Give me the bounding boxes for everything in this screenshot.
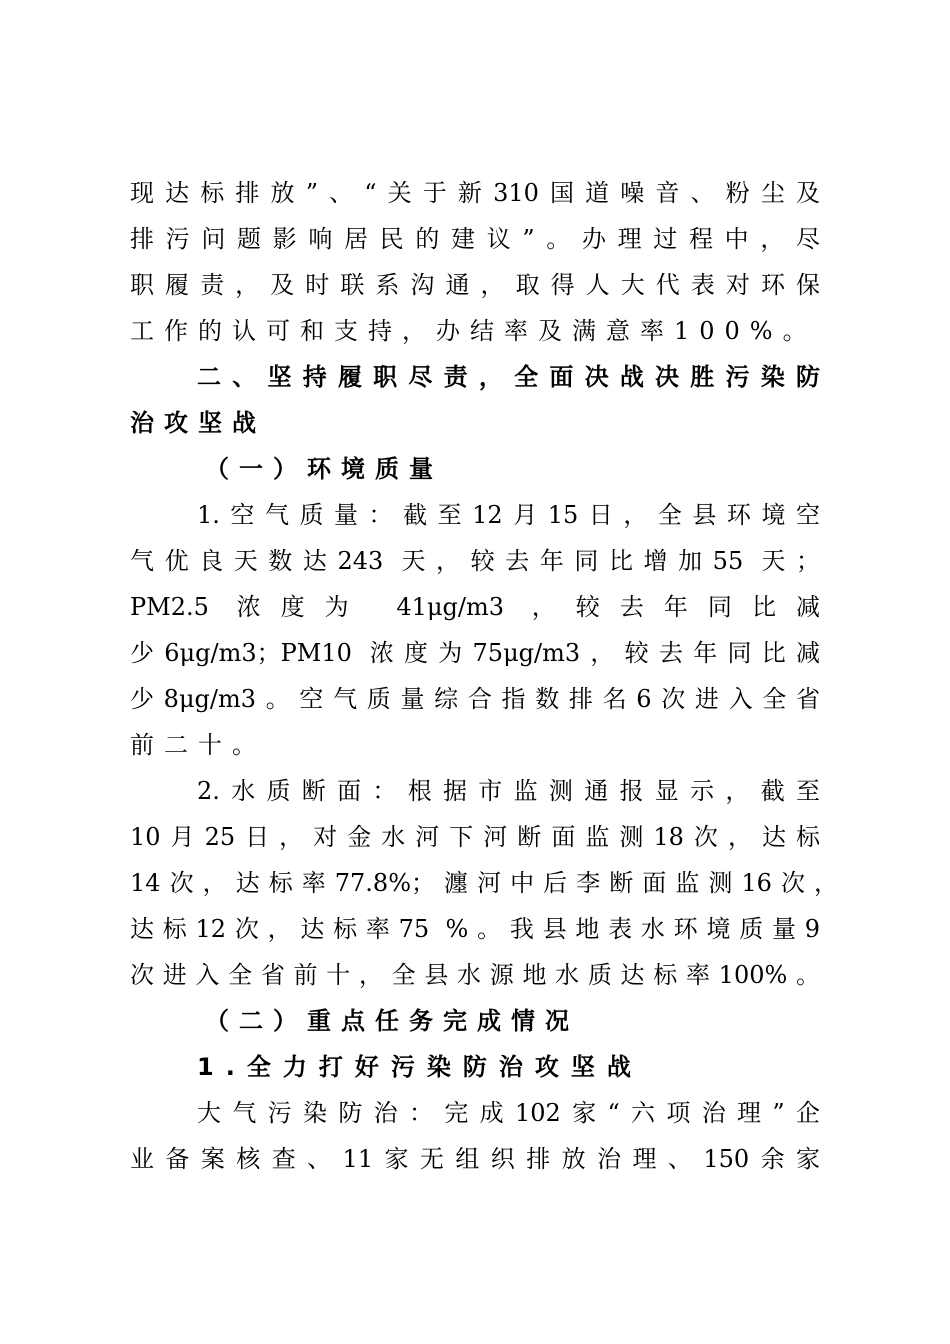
body-text-line: 排污问题影响居民的建议”。办理过程中，尽: [130, 225, 820, 253]
body-text-line: 职履责，及时联系沟通，取得人大代表对环保: [130, 271, 820, 299]
body-text-line: 大气污染防治：完成102家“六项治理”企: [197, 1099, 820, 1127]
item-heading: 1.全力打好污染防治攻坚战: [197, 1053, 643, 1081]
body-text-line: 少6μg/m3；PM10 浓度为75μg/m3，较去年同比减: [130, 639, 820, 667]
subsection-heading: （一）环境质量: [205, 455, 443, 483]
subsection-heading: （二）重点任务完成情况: [205, 1007, 579, 1035]
body-text-line: 次进入全省前十，全县水源地水质达标率100%。: [130, 961, 820, 989]
body-text-line: 1.空气质量：截至12月15日，全县环境空: [197, 501, 820, 529]
body-text-line: 达标12次，达标率75 %。我县地表水环境质量9: [130, 915, 820, 943]
body-text-line: 工作的认可和支持，办结率及满意率100%。: [130, 317, 817, 345]
body-text-line: 业备案核查、11家无组织排放治理、150余家: [130, 1145, 820, 1173]
body-text-line: 10月25日，对金水河下河断面监测18次，达标: [130, 823, 820, 851]
body-text-line: 少8μg/m3。空气质量综合指数排名6次进入全省: [130, 685, 820, 713]
section-heading: 二、坚持履职尽责，全面决战决胜污染防: [197, 363, 820, 391]
body-text-line: 气优良天数达243 天，较去年同比增加55 天；: [130, 547, 820, 575]
body-text-line: 现达标排放”、“关于新310国道噪音、粉尘及: [130, 179, 820, 207]
section-heading-continued: 治攻坚战: [130, 409, 266, 437]
body-text-line: 14次，达标率77.8%；瀍河中后李断面监测16次，: [130, 869, 838, 897]
body-text-line: PM2.5 浓度为 41μg/m3 ，较去年同比减: [130, 593, 820, 621]
body-text-line: 前二十。: [130, 731, 266, 759]
body-text-line: 2.水质断面：根据市监测通报显示，截至: [197, 777, 820, 805]
